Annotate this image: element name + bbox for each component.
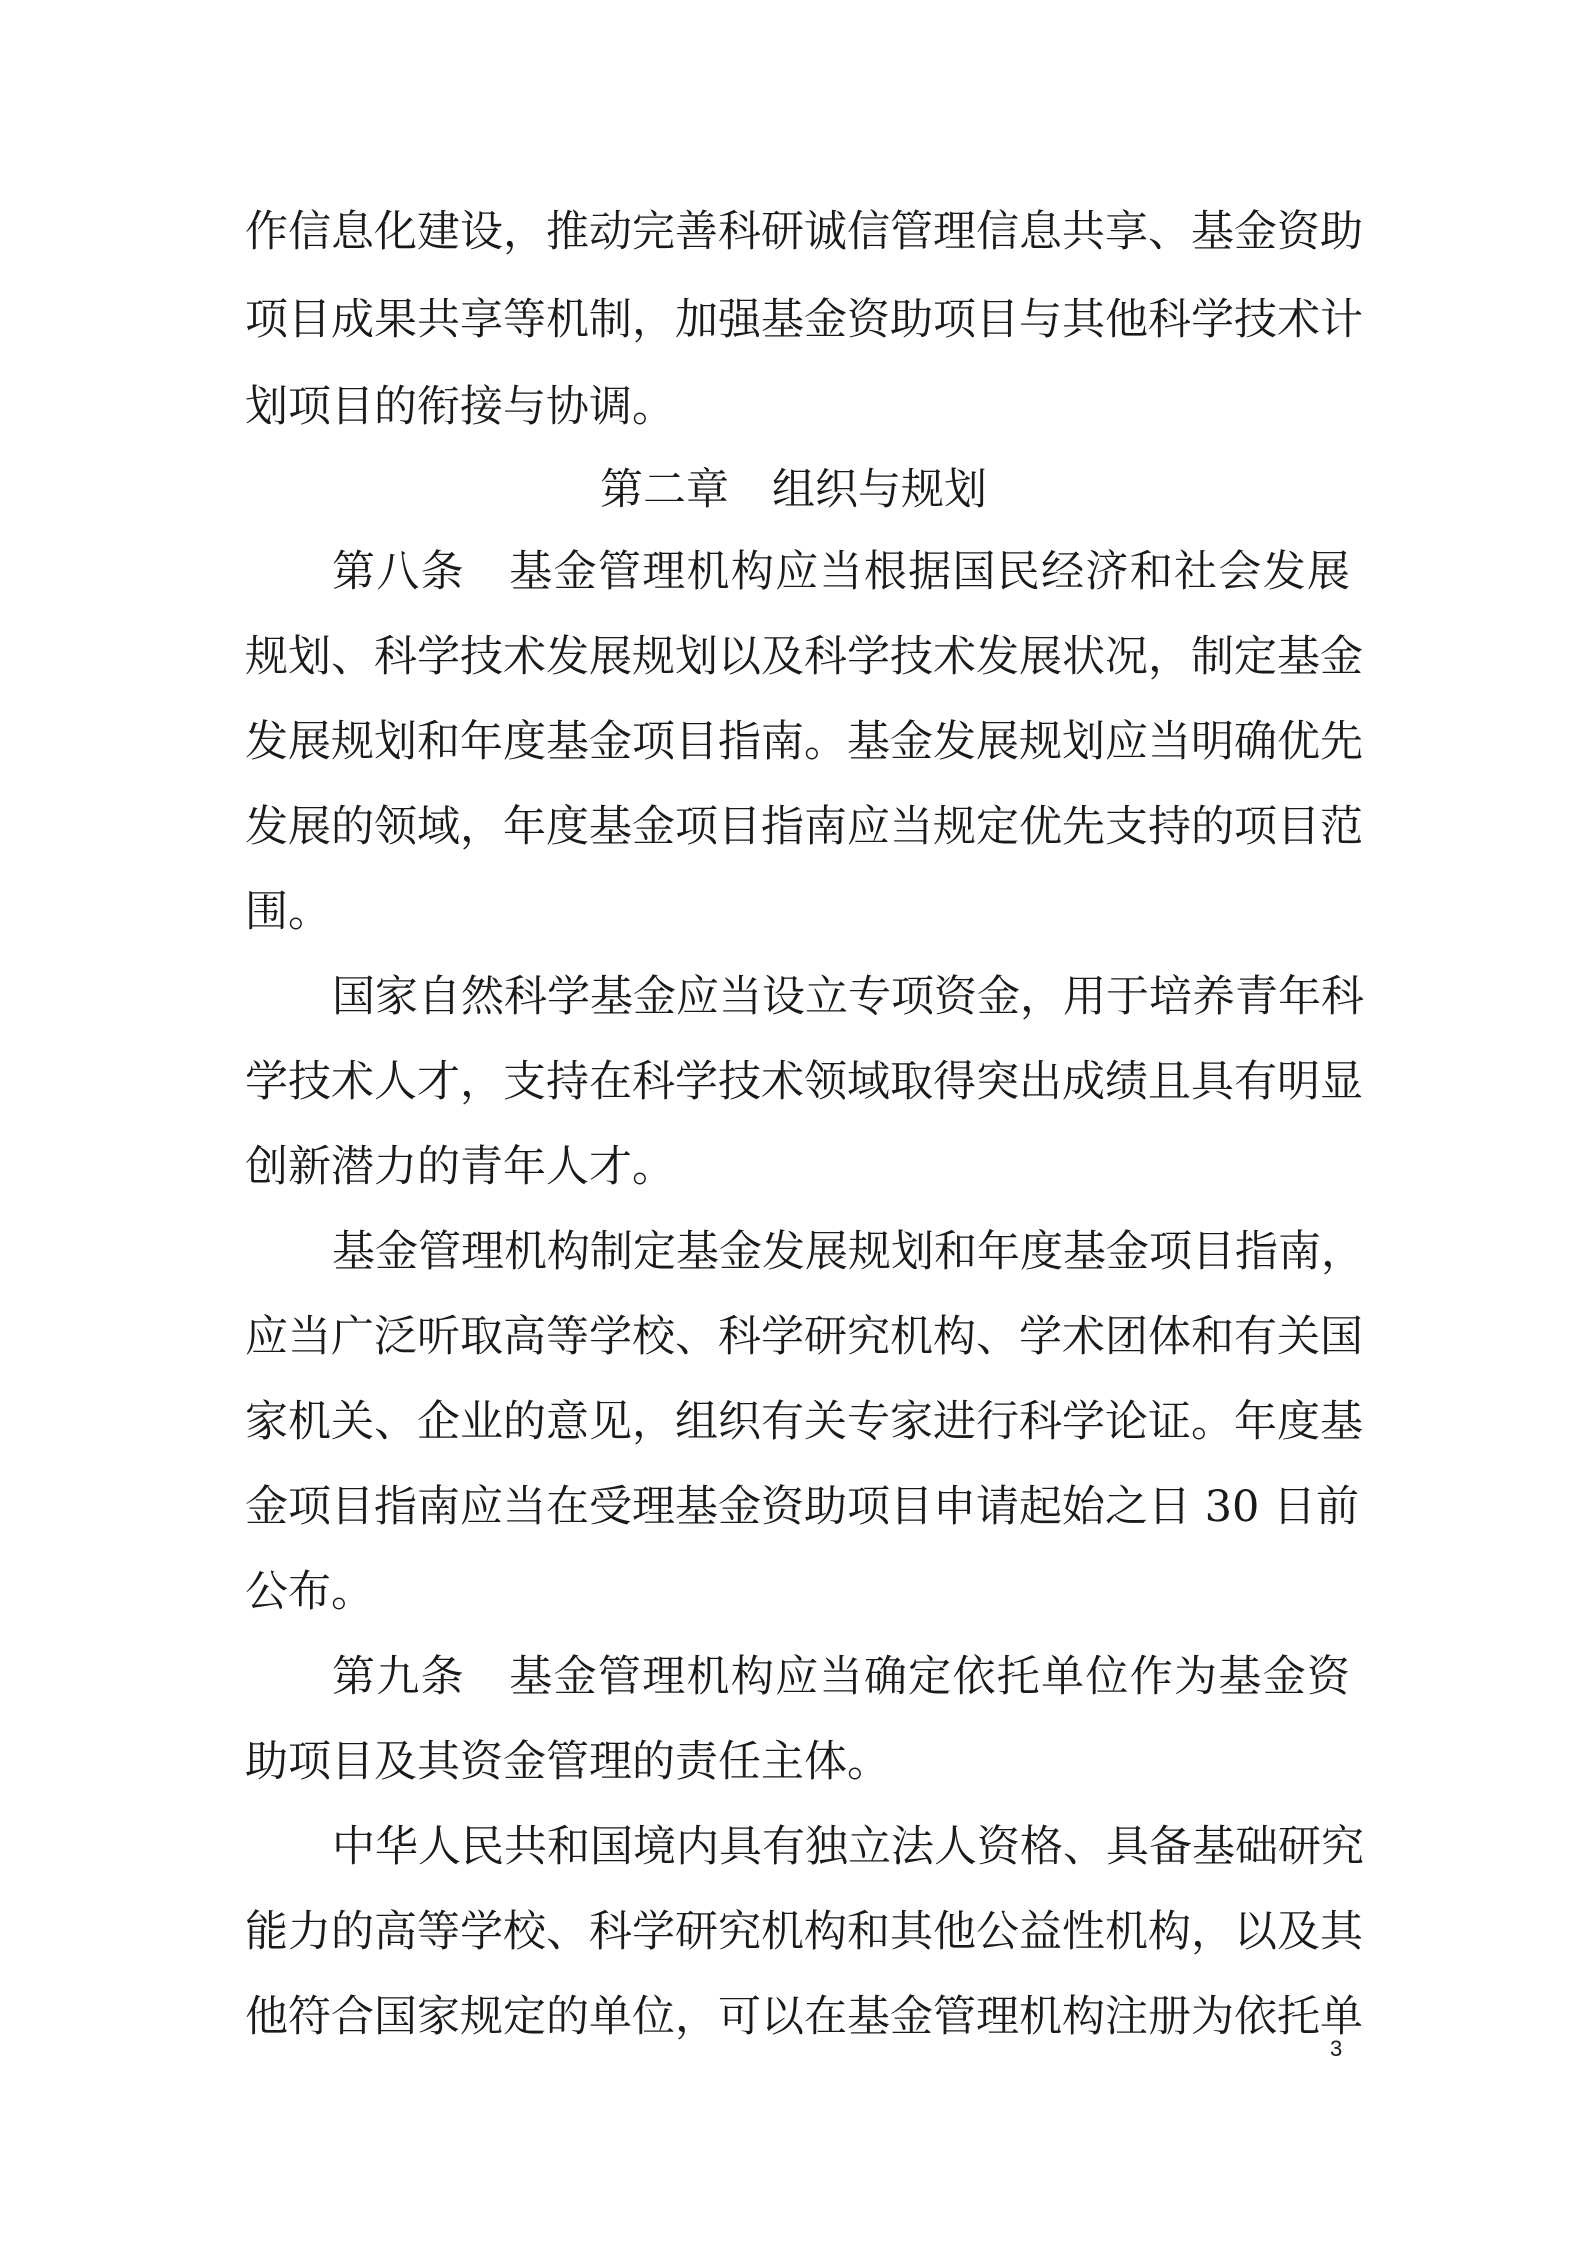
paragraph-line: 项目成果共享等机制，加强基金资助项目与其他科学技术计: [245, 295, 1363, 345]
paragraph-first-line: 中华人民共和国境内具有独立法人资格、具备基础研究: [332, 1822, 1364, 1872]
paragraph-line: 金项目指南应当在受理基金资助项目申请起始之日 30 日前: [245, 1482, 1360, 1532]
paragraph-line: 作信息化建设，推动完善科研诚信管理信息共享、基金资助: [245, 207, 1363, 257]
article-8-label: 第八条: [332, 547, 465, 597]
paragraph-line: 围。: [245, 887, 331, 937]
article-9-first-line: [332, 1645, 1350, 1709]
paragraph-first-line: 国家自然科学基金应当设立专项资金，用于培养青年科: [332, 972, 1364, 1022]
paragraph-line: 创新潜力的青年人才。: [245, 1142, 675, 1192]
paragraph-line: 能力的高等学校、科学研究机构和其他公益性机构，以及其: [245, 1907, 1363, 1957]
paragraph-line: 发展规划和年度基金项目指南。基金发展规划应当明确优先: [245, 717, 1363, 767]
paragraph-line: 学技术人才，支持在科学技术领域取得突出成绩且具有明显: [245, 1057, 1363, 1107]
paragraph-line: 划项目的衔接与协调。: [245, 382, 675, 432]
paragraph-first-line: 基金管理机构制定基金发展规划和年度基金项目指南，: [332, 1227, 1364, 1277]
paragraph-line: 应当广泛听取高等学校、科学研究机构、学术团体和有关国: [245, 1312, 1363, 1362]
article-9-label: 第九条: [332, 1652, 465, 1702]
article-8-first-line: [332, 540, 1350, 604]
paragraph-line: 公布。: [245, 1567, 374, 1617]
chapter-heading: 第二章 组织与规划: [600, 465, 987, 515]
paragraph-line: 家机关、企业的意见，组织有关专家进行科学论证。年度基: [245, 1397, 1363, 1447]
article-8-first-line-text: 基金管理机构应当根据国民经济和社会发展: [507, 547, 1351, 597]
page-number: 3: [1330, 2036, 1343, 2061]
paragraph-line: 发展的领域，年度基金项目指南应当规定优先支持的项目范: [245, 802, 1363, 852]
paragraph-line: 规划、科学技术发展规划以及科学技术发展状况，制定基金: [245, 632, 1363, 682]
paragraph-line: 助项目及其资金管理的责任主体。: [245, 1737, 890, 1787]
paragraph-line: 他符合国家规定的单位，可以在基金管理机构注册为依托单: [245, 1992, 1363, 2042]
article-9-first-line-text: 基金管理机构应当确定依托单位作为基金资: [507, 1652, 1351, 1702]
